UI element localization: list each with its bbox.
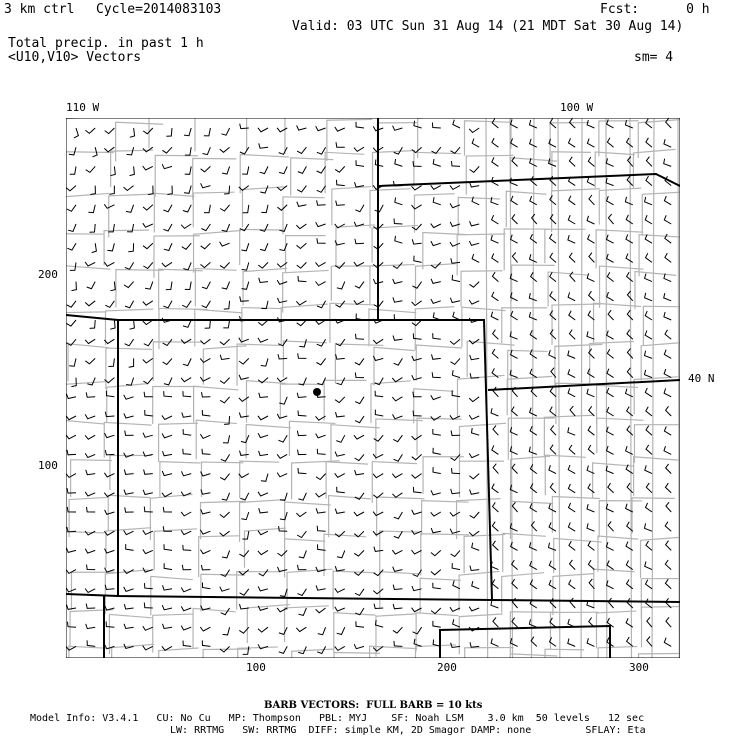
y-tick-100: 100 xyxy=(38,459,58,472)
x-tick-200: 200 xyxy=(437,661,457,674)
x-tick-300: 300 xyxy=(629,661,649,674)
x-tick-100: 100 xyxy=(246,661,266,674)
model-info-line2: LW: RRTMG SW: RRTMG DIFF: simple KM, 2D Smagor DAMP: none SFLAY: Eta xyxy=(170,725,646,736)
forecast-hour: Fcst: 0 h xyxy=(600,2,710,17)
valid-time: Valid: 03 UTC Sun 31 Aug 14 (21 MDT Sat 30 Aug 14) xyxy=(292,19,684,34)
model-info-line1: Model Info: V3.4.1 CU: No Cu MP: Thompson PBL: MYJ SF: Noah LSM 3.0 km 50 levels 12 sec xyxy=(30,713,645,724)
barb-legend: BARB VECTORS: FULL BARB = 10 kts xyxy=(264,700,483,711)
wind-barb-map xyxy=(66,118,680,658)
field-title-vectors: <U10,V10> Vectors xyxy=(8,50,142,65)
city-marker-denver xyxy=(313,388,321,396)
y-tick-200: 200 xyxy=(38,268,58,281)
smoothing-label: sm= 4 xyxy=(634,50,674,65)
lon-label-110w: 110 W xyxy=(66,101,100,114)
county-line xyxy=(606,118,607,658)
lat-label-40n: 40 N xyxy=(688,372,715,385)
field-title-precip: Total precip. in past 1 h xyxy=(8,36,204,51)
run-name: 3 km ctrl xyxy=(4,2,75,17)
cycle-label: Cycle=2014083103 xyxy=(96,2,222,17)
lon-label-100w: 100 W xyxy=(560,101,594,114)
